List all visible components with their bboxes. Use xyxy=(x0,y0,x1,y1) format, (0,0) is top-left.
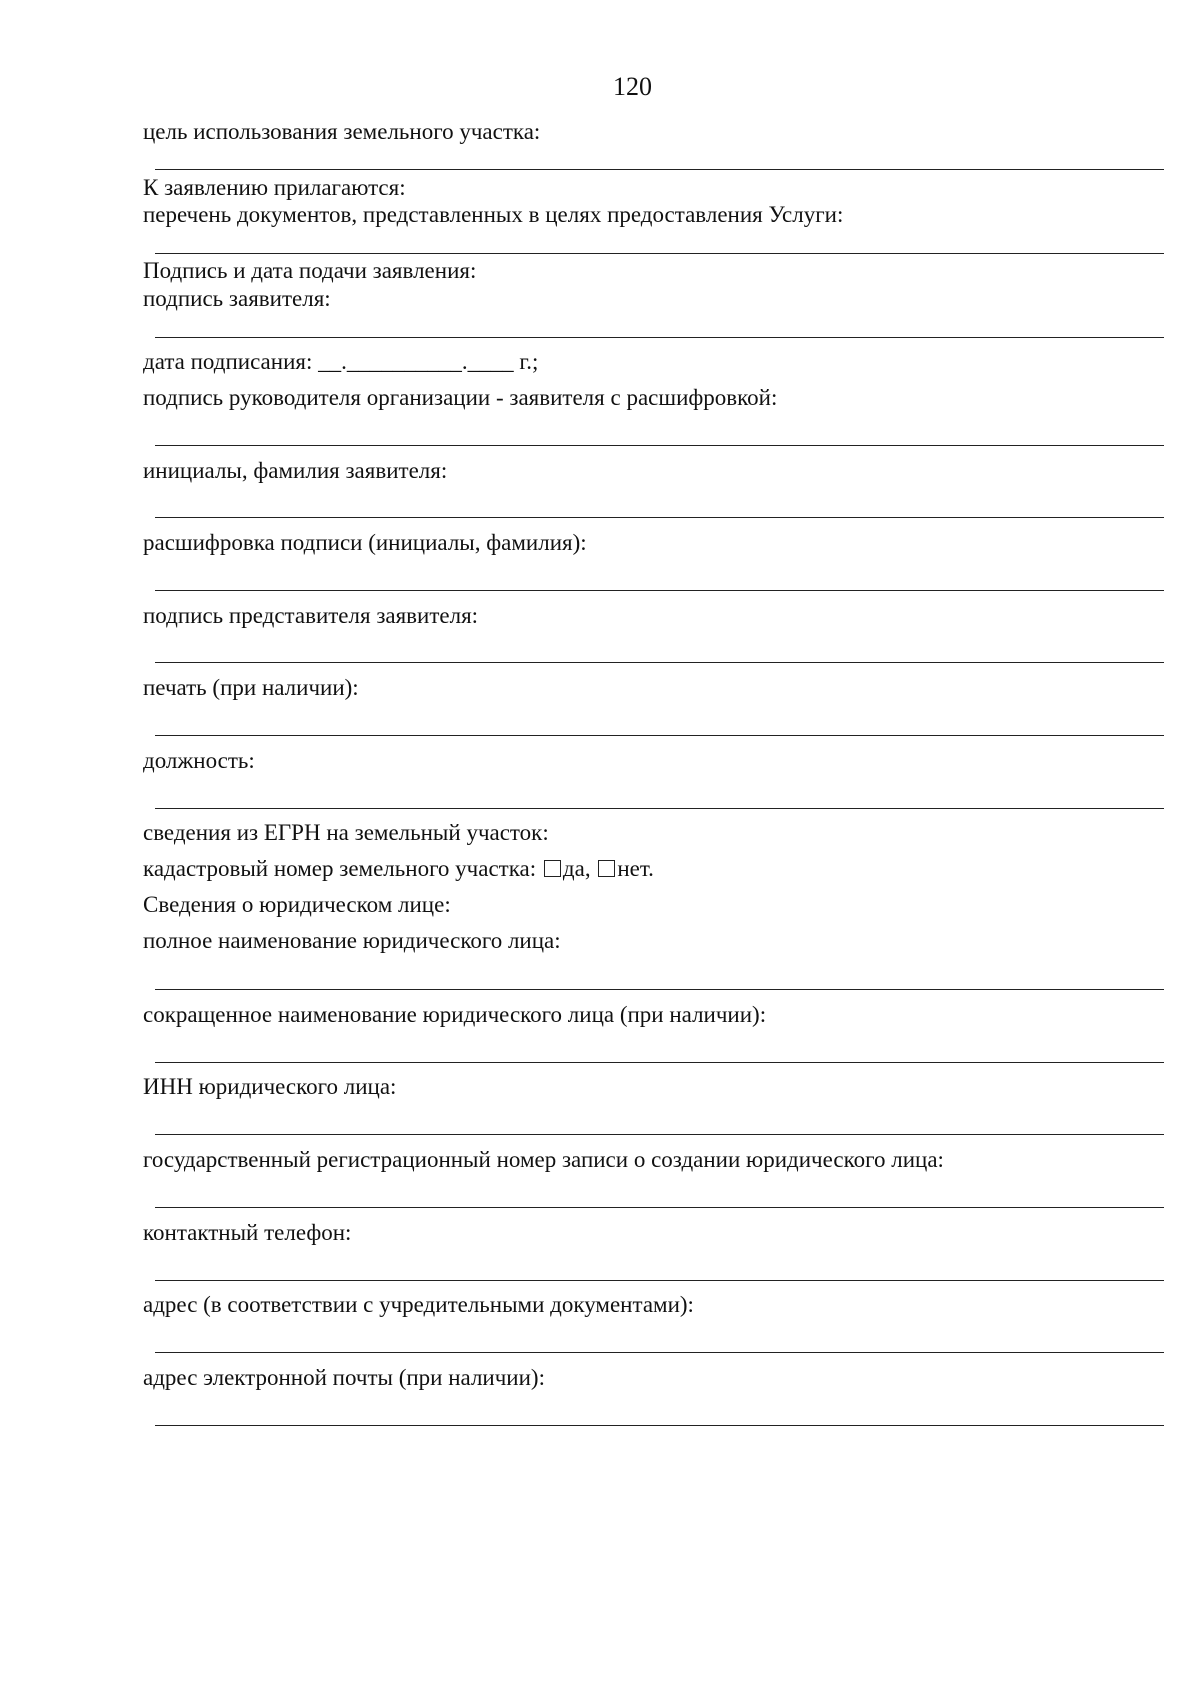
cadastral-number-row xyxy=(143,854,654,884)
representative-signature-label: подпись представителя заявителя: xyxy=(143,603,479,628)
applicant-signature-line xyxy=(155,337,1164,338)
signing-date-label: дата подписания: __.__________.____ г.; xyxy=(143,349,539,374)
contact-phone-line xyxy=(155,1280,1164,1281)
attachments-heading: К заявлению прилагаются: xyxy=(143,175,406,200)
representative-signature-line xyxy=(155,662,1164,663)
checkbox-yes-label: да, xyxy=(562,856,591,881)
signature-decoding-label: расшифровка подписи (инициалы, фамилия): xyxy=(143,530,587,555)
applicant-initials-label: инициалы, фамилия заявителя: xyxy=(143,458,448,483)
checkbox-no[interactable] xyxy=(598,860,615,877)
email-line xyxy=(155,1425,1164,1426)
registration-number-label: государственный регистрационный номер записи о создании юридического лица: xyxy=(143,1147,944,1172)
full-name-label: полное наименование юридического лица: xyxy=(143,928,561,953)
organization-head-signature-line xyxy=(155,445,1164,446)
legal-entity-heading: Сведения о юридическом лице: xyxy=(143,892,451,917)
registration-number-line xyxy=(155,1207,1164,1208)
signature-decoding-line xyxy=(155,590,1164,591)
address-label: адрес (в соответствии с учредительными документами): xyxy=(143,1292,694,1317)
inn-line xyxy=(155,1134,1164,1135)
stamp-label: печать (при наличии): xyxy=(143,675,359,700)
land-use-purpose-line xyxy=(155,169,1164,170)
documents-list-label: перечень документов, представленных в целях предоставления Услуги: xyxy=(143,202,844,227)
stamp-line xyxy=(155,735,1164,736)
applicant-signature-label: подпись заявителя: xyxy=(143,286,331,311)
page-number: 120 xyxy=(613,72,652,101)
cadastral-number-label: кадастровый номер земельного участка: xyxy=(143,856,537,881)
egrn-info-label: сведения из ЕГРН на земельный участок: xyxy=(143,820,549,845)
address-line xyxy=(155,1352,1164,1353)
organization-head-signature-label: подпись руководителя организации - заявителя с расшифровкой: xyxy=(143,385,778,410)
email-label: адрес электронной почты (при наличии): xyxy=(143,1365,545,1390)
land-use-purpose-label: цель использования земельного участка: xyxy=(143,119,541,144)
short-name-line xyxy=(155,1062,1164,1063)
position-line xyxy=(155,808,1164,809)
inn-label: ИНН юридического лица: xyxy=(143,1074,397,1099)
checkbox-yes[interactable] xyxy=(544,860,561,877)
signature-date-heading: Подпись и дата подачи заявления: xyxy=(143,258,477,283)
applicant-initials-line xyxy=(155,517,1164,518)
position-label: должность: xyxy=(143,748,255,773)
contact-phone-label: контактный телефон: xyxy=(143,1220,352,1245)
checkbox-no-label: нет. xyxy=(617,856,654,881)
full-name-line xyxy=(155,989,1164,990)
short-name-label: сокращенное наименование юридического лица (при наличии): xyxy=(143,1002,767,1027)
documents-list-line xyxy=(155,253,1164,254)
